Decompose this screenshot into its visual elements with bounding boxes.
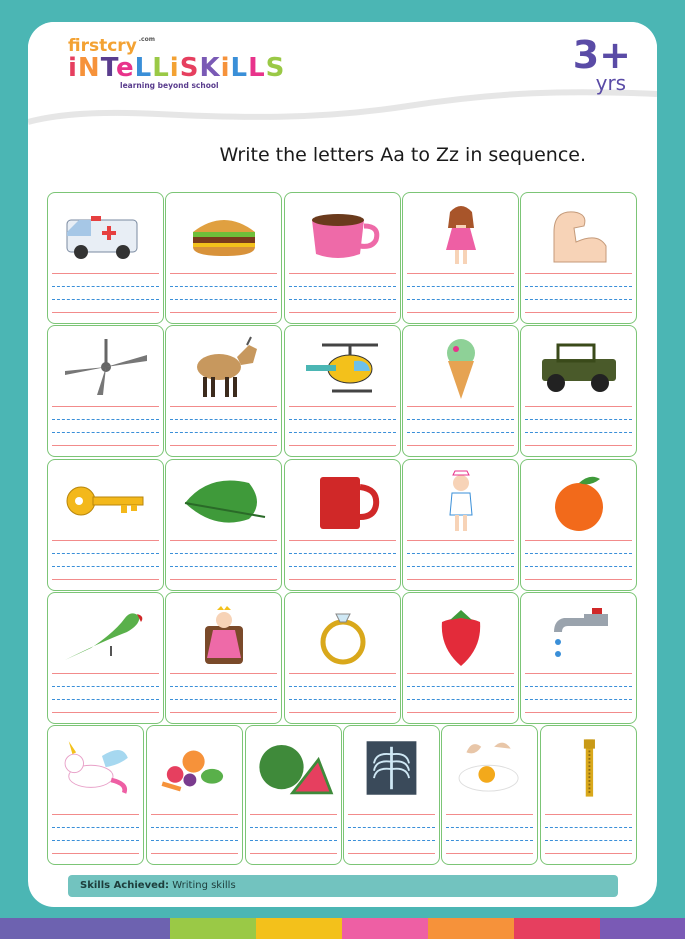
- blue-guide-line: [407, 419, 514, 420]
- red-guide-line: [289, 445, 396, 446]
- red-guide-line: [170, 445, 277, 446]
- letter-card: [540, 725, 637, 865]
- blue-guide-line: [525, 566, 632, 567]
- blue-guide-line: [525, 686, 632, 687]
- blue-guide-line: [525, 553, 632, 554]
- blue-guide-line: [348, 840, 435, 841]
- worksheet-page: [28, 22, 657, 907]
- red-guide-line: [151, 814, 238, 815]
- red-guide-line: [525, 673, 632, 674]
- blue-guide-line: [289, 299, 396, 300]
- red-guide-line: [52, 540, 159, 541]
- strawberry-icon: [403, 599, 518, 671]
- brand-main-text: iNTeLLiSKiLLS: [68, 53, 286, 83]
- blue-guide-line: [52, 686, 159, 687]
- mug-icon: [285, 466, 400, 538]
- nurse-icon: [403, 466, 518, 538]
- jeep-icon: [521, 332, 636, 404]
- blue-guide-line: [525, 432, 632, 433]
- letter-card: [520, 592, 637, 724]
- blue-guide-line: [446, 840, 533, 841]
- letter-card: [165, 459, 282, 591]
- brand-tagline: learning beyond school: [120, 81, 219, 90]
- blue-guide-line: [545, 840, 632, 841]
- letter-card: [284, 592, 401, 724]
- blue-guide-line: [289, 566, 396, 567]
- red-guide-line: [545, 814, 632, 815]
- brand-com: .com: [138, 36, 155, 43]
- letter-card: [245, 725, 342, 865]
- red-guide-line: [289, 673, 396, 674]
- color-stripe: [342, 918, 428, 939]
- blue-guide-line: [525, 699, 632, 700]
- blue-guide-line: [407, 686, 514, 687]
- blue-guide-line: [525, 299, 632, 300]
- red-guide-line: [407, 406, 514, 407]
- red-guide-line: [289, 579, 396, 580]
- color-stripe: [428, 918, 514, 939]
- blue-guide-line: [170, 432, 277, 433]
- leaf-icon: [166, 466, 281, 538]
- letter-card: [284, 325, 401, 457]
- blue-guide-line: [289, 553, 396, 554]
- letter-card: [520, 192, 637, 324]
- red-guide-line: [446, 814, 533, 815]
- letter-card: [165, 592, 282, 724]
- tap-icon: [521, 599, 636, 671]
- red-guide-line: [52, 312, 159, 313]
- cup-icon: [285, 199, 400, 271]
- blue-guide-line: [446, 827, 533, 828]
- red-guide-line: [170, 579, 277, 580]
- letter-card: [402, 592, 519, 724]
- red-guide-line: [52, 445, 159, 446]
- red-guide-line: [52, 579, 159, 580]
- parrot-icon: [48, 599, 163, 671]
- color-stripe: [0, 918, 170, 939]
- ice-cream-icon: [403, 332, 518, 404]
- letter-card: [402, 459, 519, 591]
- blue-guide-line: [525, 286, 632, 287]
- blue-guide-line: [250, 840, 337, 841]
- blue-guide-line: [170, 699, 277, 700]
- age-badge: [572, 33, 631, 95]
- color-stripe: [514, 918, 600, 939]
- blue-guide-line: [407, 432, 514, 433]
- brand-top-text: firstcry: [68, 36, 137, 56]
- elbow-icon: [521, 199, 636, 271]
- blue-guide-line: [250, 827, 337, 828]
- ring-icon: [285, 599, 400, 671]
- letter-card: [284, 192, 401, 324]
- red-guide-line: [289, 540, 396, 541]
- instruction-text: Write the letters Aa to Zz in sequence.: [219, 144, 586, 166]
- blue-guide-line: [407, 699, 514, 700]
- red-guide-line: [407, 540, 514, 541]
- color-stripe: [600, 918, 685, 939]
- blue-guide-line: [52, 286, 159, 287]
- blue-guide-line: [170, 566, 277, 567]
- blue-guide-line: [52, 432, 159, 433]
- letter-card: [441, 725, 538, 865]
- ambulance-icon: [48, 199, 163, 271]
- blue-guide-line: [170, 419, 277, 420]
- red-guide-line: [525, 712, 632, 713]
- blue-guide-line: [289, 286, 396, 287]
- blue-guide-line: [52, 419, 159, 420]
- red-guide-line: [52, 406, 159, 407]
- skills-label: Skills Achieved:: [80, 880, 170, 891]
- queen-icon: [166, 599, 281, 671]
- blue-guide-line: [151, 840, 238, 841]
- red-guide-line: [52, 712, 159, 713]
- red-guide-line: [525, 445, 632, 446]
- red-guide-line: [407, 312, 514, 313]
- blue-guide-line: [52, 827, 139, 828]
- red-guide-line: [289, 273, 396, 274]
- letter-card: [47, 592, 164, 724]
- skills-value: Writing skills: [169, 880, 236, 891]
- age-unit: yrs: [595, 71, 627, 95]
- blue-guide-line: [348, 827, 435, 828]
- blue-guide-line: [407, 286, 514, 287]
- red-guide-line: [170, 406, 277, 407]
- red-guide-line: [289, 406, 396, 407]
- red-guide-line: [525, 579, 632, 580]
- red-guide-line: [446, 853, 533, 854]
- skills-bar: [68, 875, 618, 897]
- blue-guide-line: [289, 419, 396, 420]
- blue-guide-line: [170, 553, 277, 554]
- blue-guide-line: [52, 299, 159, 300]
- blue-guide-line: [289, 686, 396, 687]
- blue-guide-line: [52, 699, 159, 700]
- unicorn-icon: [48, 732, 143, 804]
- blue-guide-line: [407, 566, 514, 567]
- red-guide-line: [545, 853, 632, 854]
- red-guide-line: [250, 814, 337, 815]
- letter-card: [402, 325, 519, 457]
- red-guide-line: [250, 853, 337, 854]
- red-guide-line: [52, 853, 139, 854]
- blue-guide-line: [289, 699, 396, 700]
- goat-icon: [166, 332, 281, 404]
- letter-card: [165, 325, 282, 457]
- letter-card: [47, 459, 164, 591]
- yolk-icon: [442, 732, 537, 804]
- red-guide-line: [407, 712, 514, 713]
- red-guide-line: [170, 312, 277, 313]
- red-guide-line: [407, 673, 514, 674]
- blue-guide-line: [170, 686, 277, 687]
- letter-card: [343, 725, 440, 865]
- brand-logo: [68, 36, 285, 90]
- letter-card: [47, 325, 164, 457]
- red-guide-line: [170, 712, 277, 713]
- blue-guide-line: [170, 299, 277, 300]
- brand-main: [68, 54, 285, 82]
- vegetables-icon: [147, 732, 242, 804]
- burger-icon: [166, 199, 281, 271]
- red-guide-line: [348, 853, 435, 854]
- letter-card: [165, 192, 282, 324]
- red-guide-line: [407, 445, 514, 446]
- letter-card: [47, 192, 164, 324]
- red-guide-line: [407, 579, 514, 580]
- letter-card: [402, 192, 519, 324]
- red-guide-line: [525, 312, 632, 313]
- red-guide-line: [525, 273, 632, 274]
- letter-card: [284, 459, 401, 591]
- letter-card: [520, 325, 637, 457]
- red-guide-line: [170, 540, 277, 541]
- red-guide-line: [52, 273, 159, 274]
- red-guide-line: [289, 312, 396, 313]
- orange-icon: [521, 466, 636, 538]
- fan-icon: [48, 332, 163, 404]
- red-guide-line: [52, 673, 159, 674]
- blue-guide-line: [52, 566, 159, 567]
- red-guide-line: [407, 273, 514, 274]
- doll-icon: [403, 199, 518, 271]
- blue-guide-line: [289, 432, 396, 433]
- zipper-icon: [541, 732, 636, 804]
- red-guide-line: [525, 406, 632, 407]
- blue-guide-line: [525, 419, 632, 420]
- watermelon-icon: [246, 732, 341, 804]
- helicopter-icon: [285, 332, 400, 404]
- red-guide-line: [170, 673, 277, 674]
- red-guide-line: [525, 540, 632, 541]
- blue-guide-line: [151, 827, 238, 828]
- x-ray-icon: [344, 732, 439, 804]
- red-guide-line: [289, 712, 396, 713]
- blue-guide-line: [407, 553, 514, 554]
- red-guide-line: [52, 814, 139, 815]
- blue-guide-line: [52, 553, 159, 554]
- key-icon: [48, 466, 163, 538]
- letter-card: [146, 725, 243, 865]
- color-stripe: [256, 918, 342, 939]
- red-guide-line: [151, 853, 238, 854]
- blue-guide-line: [545, 827, 632, 828]
- red-guide-line: [170, 273, 277, 274]
- blue-guide-line: [407, 299, 514, 300]
- age-number: 3+: [572, 33, 631, 77]
- blue-guide-line: [52, 840, 139, 841]
- letter-card: [520, 459, 637, 591]
- blue-guide-line: [170, 286, 277, 287]
- letter-card: [47, 725, 144, 865]
- red-guide-line: [348, 814, 435, 815]
- color-stripe: [170, 918, 256, 939]
